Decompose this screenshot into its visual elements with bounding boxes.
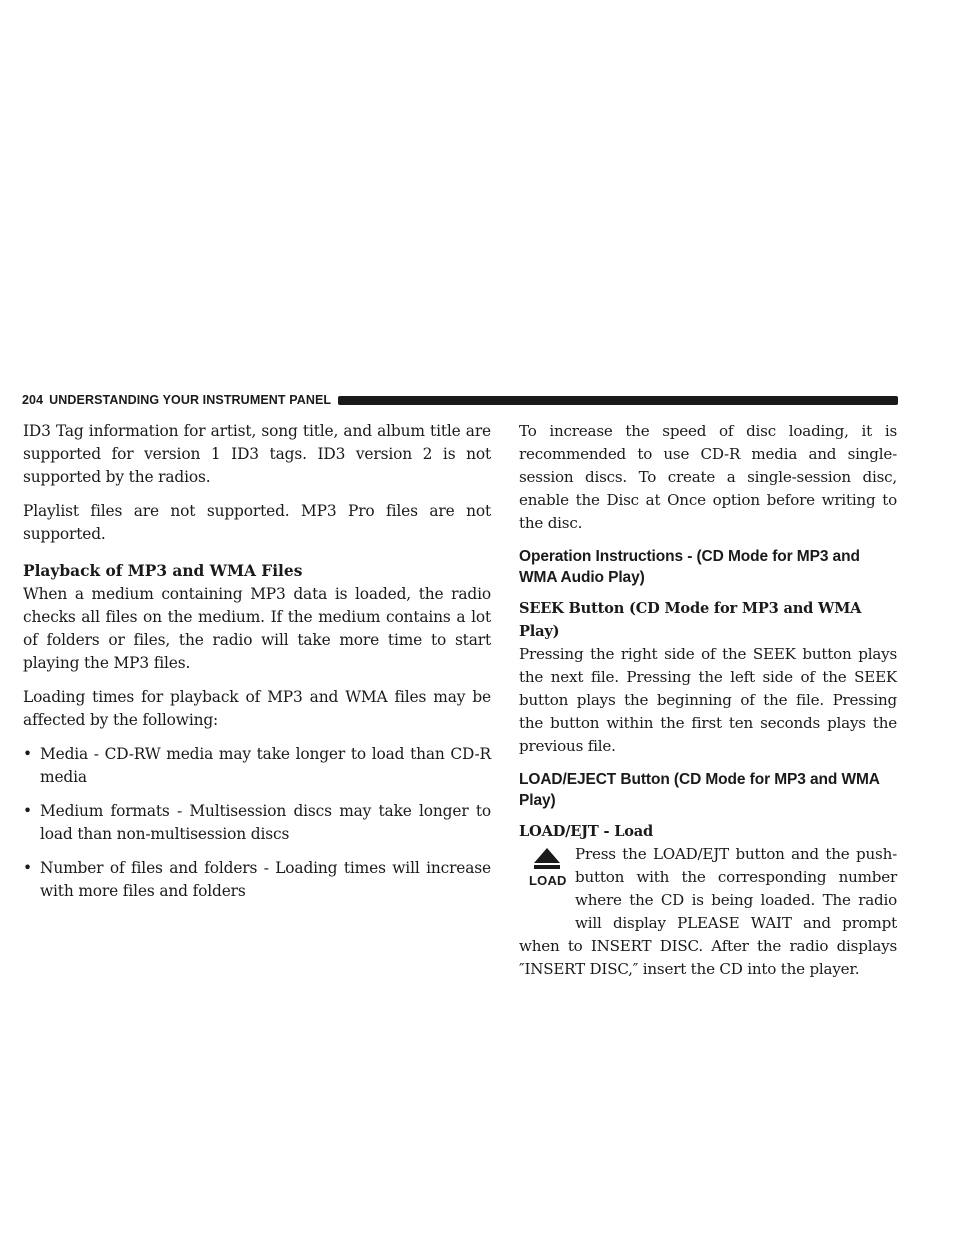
list-item [23, 743, 491, 789]
header-rule [338, 396, 898, 405]
heading-playback: Playback of MP3 and WMA Files [23, 562, 303, 580]
bullet-glyph: • [23, 859, 32, 877]
page-header [22, 391, 898, 409]
list-item [23, 800, 491, 846]
bullet-glyph: • [23, 802, 32, 820]
paragraph-loading-times: Loading times for playback of MP3 and WMA files may be affected by the following: [23, 688, 491, 729]
page-number: 204 [22, 393, 44, 407]
list-item-text: Media - CD-RW media may take longer to load than CD-R media [40, 745, 491, 786]
heading-seek-button: SEEK Button (CD Mode for MP3 and WMA Play) [519, 600, 862, 640]
heading-load-eject-button: LOAD/EJECT Button (CD Mode for MP3 and WMA Play) [519, 771, 880, 809]
heading-operation-instructions: Operation Instructions - (CD Mode for MP3 and WMA Audio Play) [519, 548, 860, 586]
eject-triangle-icon [519, 843, 573, 913]
list-item-text: Medium formats - Multisession discs may take longer to load than non-multisession discs [40, 802, 491, 843]
heading-load-ejt-load: LOAD/EJT - Load [519, 823, 654, 840]
list-item-text: Number of files and folders - Loading times will increase with more files and folders [40, 859, 491, 900]
right-column [519, 420, 897, 981]
load-instructions [519, 843, 897, 981]
load-icon-label: LOAD [529, 873, 567, 888]
paragraph-id3-tags: ID3 Tag information for artist, song title, and album title are supported for version 1 ID3 tags. ID3 version 2 is not supported by the radios. [23, 422, 491, 486]
bullet-glyph: • [23, 745, 32, 763]
loading-factors-list [23, 743, 491, 903]
section-title: UNDERSTANDING YOUR INSTRUMENT PANEL [49, 393, 332, 407]
paragraph-load: Press the LOAD/EJT button and the push-button with the corresponding number where the CD is being loaded. The radio will display PLEASE WAIT and prompt when to INSERT DISC. After the radio displays ″INSERT DISC,″ insert the CD into the player. [519, 845, 897, 978]
left-column [23, 420, 491, 914]
list-item [23, 857, 491, 903]
paragraph-medium-loaded: When a medium containing MP3 data is loaded, the radio checks all files on the medium. If the medium contains a lot of folders or files, the radio will take more time to start playing the MP3 files. [23, 585, 491, 672]
paragraph-playlist: Playlist files are not supported. MP3 Pro files are not supported. [23, 502, 491, 543]
paragraph-seek: Pressing the right side of the SEEK button plays the next file. Pressing the left side of the SEEK button plays the beginning of the file. Pressing the button within the first ten seconds plays the previous file. [519, 645, 897, 755]
paragraph-disc-speed: To increase the speed of disc loading, it is recommended to use CD-R media and single-session discs. To create a single-session disc, enable the Disc at Once option before writing to the disc. [519, 422, 897, 532]
